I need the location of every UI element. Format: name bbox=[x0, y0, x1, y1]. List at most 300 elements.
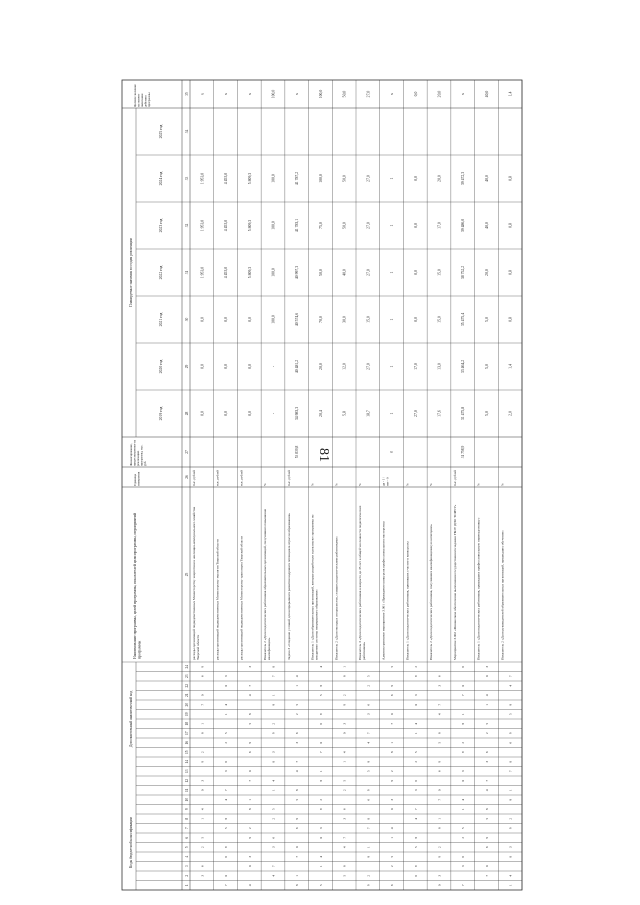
header-analytic-code: Дополнительный аналитический код bbox=[129, 690, 133, 748]
row-value: 0,0 bbox=[200, 411, 205, 416]
header-year: 2023 год bbox=[159, 218, 163, 233]
row-value: 0,8 bbox=[508, 176, 513, 181]
code-digit: 6 bbox=[461, 665, 466, 668]
code-digit: 5 bbox=[484, 722, 489, 725]
code-digit: 0 bbox=[437, 789, 442, 792]
code-digit: 3 bbox=[200, 874, 205, 877]
code-digit: 6 bbox=[200, 865, 205, 868]
code-digit: 4 bbox=[484, 694, 489, 697]
row-value: 0,8 bbox=[508, 317, 513, 322]
row-value: 0,0 bbox=[224, 411, 229, 416]
row-name: Мероприятие 3.002 «Финансовое обеспечение выполнения государственного задания ГБОУ ДПО ТОИУУ» bbox=[452, 504, 457, 660]
row-value: 27,0 bbox=[366, 269, 371, 276]
column-number: 12 bbox=[185, 778, 189, 783]
code-digit: 4 bbox=[461, 798, 466, 801]
code-digit: 1 bbox=[390, 836, 395, 839]
row-final: х bbox=[224, 93, 229, 95]
code-digit: 0 bbox=[247, 770, 252, 773]
code-digit: 0 bbox=[200, 789, 205, 792]
column-number: 11 bbox=[185, 788, 189, 792]
code-digit: 5 bbox=[413, 751, 418, 754]
code-digit: 7 bbox=[247, 779, 252, 782]
row-finance: 31 758,9 bbox=[461, 445, 466, 459]
row-name: Показатель 1 «Доля педагогических работников, принявших участие в конкурсах» bbox=[405, 540, 410, 660]
code-digit: 1 bbox=[200, 722, 205, 725]
column-number: 35 bbox=[185, 92, 189, 96]
code-digit: 8 bbox=[200, 732, 205, 735]
code-digit: 4 bbox=[247, 694, 252, 697]
row-value: 5 809,3 bbox=[247, 266, 252, 279]
code-digit: 4 bbox=[413, 722, 418, 725]
row-name: расходы организаций подведомственных Министерству транспорта Тверской области bbox=[239, 535, 244, 660]
code-digit: 5 bbox=[461, 827, 466, 830]
code-digit: 4 bbox=[342, 846, 347, 849]
row-unit: тыс. рублей bbox=[286, 470, 291, 486]
header-planned: Планируемые значения по годам реализации bbox=[129, 238, 133, 307]
code-digit: 9 bbox=[200, 760, 205, 763]
column-number: 7 bbox=[185, 827, 189, 830]
row-final: 27,0 bbox=[366, 90, 371, 98]
code-digit: 3 bbox=[342, 722, 347, 725]
code-digit: 2 bbox=[224, 741, 229, 744]
code-digit: 4 bbox=[484, 789, 489, 792]
code-digit: 9 bbox=[437, 760, 442, 763]
row-value: 40 481,2 bbox=[295, 359, 300, 374]
code-digit: 6 bbox=[484, 751, 489, 754]
row-value: 0,0 bbox=[413, 223, 418, 228]
header-year: 2019 год bbox=[159, 406, 163, 421]
row-value: 0,0 bbox=[200, 317, 205, 322]
code-digit: 2 bbox=[366, 684, 371, 687]
code-digit: 2 bbox=[390, 865, 395, 868]
code-digit: 7 bbox=[200, 703, 205, 706]
code-digit: 8 bbox=[295, 789, 300, 792]
code-digit: 0 bbox=[271, 760, 276, 763]
row-value: 40 574,6 bbox=[295, 312, 300, 327]
row-value: 50,0 bbox=[318, 269, 323, 276]
code-digit: 3 bbox=[200, 779, 205, 782]
code-digit: 7 bbox=[271, 865, 276, 868]
column-number: 17 bbox=[185, 731, 189, 736]
column-number: 16 bbox=[185, 740, 189, 745]
code-digit: 3 bbox=[271, 751, 276, 754]
code-digit: 9 bbox=[508, 732, 513, 735]
code-digit: 1 bbox=[318, 770, 323, 773]
row-unit: % bbox=[263, 483, 268, 486]
code-digit: 1 bbox=[508, 789, 513, 792]
code-digit: 0 bbox=[200, 694, 205, 697]
row-value: 100,0 bbox=[271, 268, 276, 277]
code-digit: 7 bbox=[437, 703, 442, 706]
code-digit: 0 bbox=[461, 779, 466, 782]
header-year: 2024 год bbox=[159, 171, 163, 186]
code-digit: 2 bbox=[366, 874, 371, 877]
code-digit: 8 bbox=[318, 779, 323, 782]
row-value: 20,0 bbox=[437, 175, 442, 182]
column-number: 29 bbox=[185, 364, 189, 369]
code-digit: 2 bbox=[318, 798, 323, 801]
row-unit: % bbox=[310, 483, 315, 486]
code-digit: 3 bbox=[295, 741, 300, 744]
code-digit: 8 bbox=[318, 684, 323, 687]
row-value: 13,0 bbox=[437, 363, 442, 370]
column-number: 14 bbox=[185, 759, 189, 764]
code-digit: 4 bbox=[366, 741, 371, 744]
code-digit: 7 bbox=[295, 760, 300, 763]
code-digit: 7 bbox=[484, 874, 489, 877]
column-number: 2 bbox=[185, 874, 189, 877]
code-digit: 2 bbox=[413, 760, 418, 763]
code-digit: 4 bbox=[437, 713, 442, 716]
code-digit: 4 bbox=[508, 684, 513, 687]
row-value: 1 bbox=[390, 365, 395, 368]
row-final: х bbox=[461, 93, 466, 95]
code-digit: 6 bbox=[295, 827, 300, 830]
code-digit: 9 bbox=[271, 732, 276, 735]
code-digit: 5 bbox=[390, 855, 395, 858]
header-name: программы bbox=[137, 640, 142, 659]
row-value: 1 953,0 bbox=[200, 219, 205, 232]
code-digit: 1 bbox=[295, 684, 300, 687]
row-value: 18,7 bbox=[366, 410, 371, 417]
code-digit: 0 bbox=[342, 732, 347, 735]
column-number: 4 bbox=[185, 855, 189, 858]
header-unit: измерения bbox=[136, 471, 141, 486]
code-digit: 4 bbox=[318, 855, 323, 858]
code-digit: 6 bbox=[461, 855, 466, 858]
row-value: 50,0 bbox=[342, 222, 347, 229]
code-digit: 2 bbox=[437, 846, 442, 849]
row-name: Показатель 3 «Доля педагогических работников в возрасте до 35 лет в общей численности педагогических bbox=[358, 505, 362, 660]
code-digit: 5 bbox=[342, 874, 347, 877]
code-digit: 6 bbox=[484, 846, 489, 849]
row-value: 5,0 bbox=[484, 411, 489, 416]
code-digit: 2 bbox=[200, 751, 205, 754]
row-unit: нет - 0 bbox=[385, 477, 390, 486]
row-value: 1 bbox=[390, 318, 395, 321]
code-digit: 4 bbox=[342, 751, 347, 754]
code-digit: 4 bbox=[224, 798, 229, 801]
row-value: 0,0 bbox=[247, 364, 252, 369]
row-unit: тыс. рублей bbox=[215, 470, 220, 486]
code-digit: 8 bbox=[342, 865, 347, 868]
code-digit: 6 bbox=[413, 874, 418, 877]
code-digit: 8 bbox=[247, 808, 252, 811]
column-number: 30 bbox=[185, 317, 189, 322]
code-digit: 1 bbox=[342, 760, 347, 763]
row-value: 4 453,0 bbox=[224, 219, 229, 232]
row-final: 100,0 bbox=[318, 89, 323, 99]
row-value: 100,0 bbox=[271, 174, 276, 183]
row-value: 75,0 bbox=[318, 222, 323, 229]
code-digit: 9 bbox=[437, 855, 442, 858]
code-digit: 4 bbox=[200, 808, 205, 811]
code-digit: 2 bbox=[200, 846, 205, 849]
row-value: 12,0 bbox=[342, 363, 347, 370]
code-digit: 2 bbox=[295, 713, 300, 716]
code-digit: 4 bbox=[508, 874, 513, 877]
code-digit: 2 bbox=[413, 665, 418, 668]
row-value: 40,0 bbox=[484, 222, 489, 229]
row-value: 39 486,0 bbox=[461, 218, 466, 233]
code-digit: 8 bbox=[342, 675, 347, 678]
code-digit: 8 bbox=[224, 817, 229, 820]
header-final: окончания bbox=[139, 93, 144, 107]
code-digit: 1 bbox=[271, 694, 276, 697]
row-value: 0,8 bbox=[508, 223, 513, 228]
code-digit: 5 bbox=[295, 798, 300, 801]
row-name: Задача 3 «Создание условий для непрерывного развития кадрового потенциала отрасли образования» bbox=[286, 512, 291, 660]
code-digit: 7 bbox=[224, 789, 229, 792]
row-value: 0,0 bbox=[224, 317, 229, 322]
row-value: 35 475,4 bbox=[461, 312, 466, 327]
row-value: 27,0 bbox=[413, 410, 418, 417]
code-digit: 5 bbox=[366, 770, 371, 773]
header-year: 2025 год bbox=[159, 124, 163, 139]
column-number: 18 bbox=[185, 721, 189, 726]
page-number: 81 bbox=[316, 448, 331, 462]
code-digit: 5 bbox=[318, 884, 323, 887]
code-digit: 2 bbox=[342, 694, 347, 697]
code-digit: 1 bbox=[200, 817, 205, 820]
code-digit: 3 bbox=[271, 846, 276, 849]
row-value: - bbox=[271, 365, 276, 368]
code-digit: 9 bbox=[200, 665, 205, 668]
code-digit: 5 bbox=[508, 713, 513, 716]
code-digit: 7 bbox=[508, 675, 513, 678]
row-value: 2,0 bbox=[508, 411, 513, 416]
header-year: 2021 год bbox=[159, 312, 163, 327]
column-number: 22 bbox=[185, 683, 189, 688]
row-name: квалификации» bbox=[267, 637, 272, 660]
header-finance: руб. bbox=[142, 460, 147, 466]
code-digit: 8 bbox=[461, 722, 466, 725]
code-digit: 2 bbox=[461, 741, 466, 744]
code-digit: 6 bbox=[390, 884, 395, 887]
code-digit: 3 bbox=[247, 665, 252, 668]
column-number: 19 bbox=[185, 712, 189, 717]
row-name: Показатель 1 «Доля педагогических работников, прошедших профессиональную переподготовку» bbox=[476, 517, 481, 660]
code-digit: 5 bbox=[247, 722, 252, 725]
row-value: 27,0 bbox=[366, 222, 371, 229]
code-digit: 9 bbox=[318, 808, 323, 811]
code-digit: 8 bbox=[366, 855, 371, 858]
row-unit: да - 1 / bbox=[381, 477, 386, 486]
code-digit: 6 bbox=[200, 675, 205, 678]
row-value: 0,8 bbox=[508, 270, 513, 275]
column-number: 24 bbox=[185, 664, 189, 669]
header-final: на момент bbox=[136, 93, 141, 107]
row-name: расходы организаций подведомственных Министерству энергетики и жилищно-коммунального хозяйства bbox=[192, 506, 196, 660]
code-digit: 5 bbox=[413, 846, 418, 849]
code-digit: 7 bbox=[461, 884, 466, 887]
row-unit: % bbox=[334, 483, 339, 486]
header-unit: Единица bbox=[133, 474, 137, 486]
row-name: Показатель 1 «Доля образовательных организаций, которые разработали и реализуют программы по bbox=[310, 514, 315, 660]
code-digit: 7 bbox=[342, 836, 347, 839]
row-final: х bbox=[390, 93, 395, 95]
code-digit: 3 bbox=[224, 770, 229, 773]
row-value: 5,0 bbox=[484, 364, 489, 369]
row-value: 5,0 bbox=[484, 317, 489, 322]
row-value: 1,4 bbox=[508, 364, 513, 369]
row-value: 15,0 bbox=[437, 269, 442, 276]
code-digit: 9 bbox=[318, 713, 323, 716]
row-value: 34 983,3 bbox=[295, 406, 300, 421]
column-number: 15 bbox=[185, 750, 189, 755]
code-digit: 7 bbox=[247, 684, 252, 687]
code-digit: 1 bbox=[342, 665, 347, 668]
code-digit: 2 bbox=[247, 827, 252, 830]
code-digit: 1 bbox=[318, 865, 323, 868]
row-final: 20,0 bbox=[437, 90, 442, 98]
code-digit: 3 bbox=[461, 770, 466, 773]
header-final: программы bbox=[146, 92, 151, 107]
code-digit: 9 bbox=[390, 684, 395, 687]
code-digit: 6 bbox=[366, 798, 371, 801]
column-number: 32 bbox=[185, 223, 189, 228]
row-value: 15,0 bbox=[437, 316, 442, 323]
row-final: х bbox=[247, 93, 252, 95]
header-finance: Финансирование, bbox=[129, 443, 133, 466]
header-final: Целевое значение bbox=[133, 84, 137, 107]
code-digit: 1 bbox=[437, 817, 442, 820]
column-number: 10 bbox=[185, 797, 189, 802]
row-unit: тыс. рублей bbox=[192, 470, 196, 486]
row-name: внедрению системы непрерывного образования» bbox=[314, 589, 319, 660]
row-value: 38 752,2 bbox=[461, 265, 466, 280]
row-value: 5,8 bbox=[342, 411, 347, 416]
row-value: 17,6 bbox=[437, 410, 442, 417]
row-value: 20,0 bbox=[484, 269, 489, 276]
code-digit: 0 bbox=[318, 741, 323, 744]
code-digit: 6 bbox=[224, 855, 229, 858]
row-value: 70,0 bbox=[318, 316, 323, 323]
code-digit: 4 bbox=[390, 827, 395, 830]
code-digit: 0 bbox=[461, 684, 466, 687]
code-digit: 0 bbox=[484, 675, 489, 678]
column-number: 28 bbox=[185, 411, 189, 416]
code-digit: 1 bbox=[390, 741, 395, 744]
code-digit: 9 bbox=[247, 836, 252, 839]
column-number: 6 bbox=[185, 836, 189, 839]
code-digit: 3 bbox=[413, 789, 418, 792]
row-value: 40,0 bbox=[342, 269, 347, 276]
row-name: Показатель 2 «Доля педагогических работников, получивших квалификационную категорию» bbox=[429, 523, 434, 660]
row-value: 0,0 bbox=[413, 270, 418, 275]
code-digit: 0 bbox=[224, 684, 229, 687]
row-value: 1 bbox=[390, 412, 395, 415]
code-digit: 1 bbox=[508, 884, 513, 887]
code-digit: 0 bbox=[247, 865, 252, 868]
row-name: Административное мероприятие 3.001 «Проведение конкурсов профессионального мастерства» bbox=[381, 520, 386, 660]
code-digit: 5 bbox=[224, 732, 229, 735]
code-digit: 3 bbox=[461, 865, 466, 868]
code-digit: 5 bbox=[342, 779, 347, 782]
column-number: 20 bbox=[185, 702, 189, 707]
code-digit: 5 bbox=[271, 808, 276, 811]
row-final: 0,0 bbox=[413, 91, 418, 97]
code-digit: 3 bbox=[484, 665, 489, 668]
code-digit: 1 bbox=[271, 789, 276, 792]
code-digit: 0 bbox=[295, 846, 300, 849]
code-digit: 8 bbox=[247, 713, 252, 716]
row-value: 1 953,0 bbox=[200, 172, 205, 185]
row-value: 0,0 bbox=[413, 317, 418, 322]
row-value: 1 953,0 bbox=[200, 266, 205, 279]
code-digit: 6 bbox=[342, 808, 347, 811]
code-digit: 6 bbox=[318, 722, 323, 725]
row-value: 1 bbox=[390, 224, 395, 227]
column-number: 3 bbox=[185, 865, 189, 868]
header-final: действия bbox=[143, 95, 148, 107]
code-digit: 0 bbox=[366, 817, 371, 820]
code-digit: 3 bbox=[247, 855, 252, 858]
code-digit: 6 bbox=[271, 836, 276, 839]
code-digit: 7 bbox=[295, 855, 300, 858]
code-digit: 4 bbox=[271, 779, 276, 782]
header-name: Наименование программы, целей программы, показателей цели программы, мероприятий bbox=[133, 513, 137, 659]
header-finance: программы, тыс. bbox=[139, 444, 144, 466]
code-digit: 8 bbox=[437, 732, 442, 735]
code-digit: 8 bbox=[508, 798, 513, 801]
row-value: 40 997,3 bbox=[295, 265, 300, 280]
column-number: 1 bbox=[185, 884, 189, 887]
row-final: 40,0 bbox=[484, 90, 489, 98]
code-digit: 7 bbox=[461, 694, 466, 697]
code-digit: 9 bbox=[342, 703, 347, 706]
row-value: 27,0 bbox=[366, 175, 371, 182]
code-digit: 9 bbox=[484, 836, 489, 839]
header-finance: предусмотренное на bbox=[132, 439, 137, 466]
code-digit: 4 bbox=[413, 817, 418, 820]
code-digit: 4 bbox=[224, 703, 229, 706]
code-digit: 2 bbox=[484, 732, 489, 735]
code-digit: 7 bbox=[318, 751, 323, 754]
code-digit: 8 bbox=[295, 884, 300, 887]
code-digit: 0 bbox=[508, 855, 513, 858]
code-digit: 6 bbox=[366, 703, 371, 706]
row-value: 50,0 bbox=[342, 175, 347, 182]
code-digit: 9 bbox=[413, 675, 418, 678]
row-value: 33 464,2 bbox=[461, 359, 466, 374]
code-digit: 2 bbox=[508, 817, 513, 820]
code-digit: 8 bbox=[413, 836, 418, 839]
row-unit: тыс. рублей bbox=[239, 470, 244, 486]
row-unit: % bbox=[500, 483, 505, 486]
row-value: 20,4 bbox=[318, 410, 323, 417]
code-digit: 3 bbox=[366, 713, 371, 716]
code-digit: 2 bbox=[271, 817, 276, 820]
code-digit: 5 bbox=[390, 665, 395, 668]
code-digit: 6 bbox=[247, 751, 252, 754]
row-value: 40,0 bbox=[484, 175, 489, 182]
code-digit: 8 bbox=[437, 827, 442, 830]
code-digit: 0 bbox=[390, 808, 395, 811]
code-digit: 6 bbox=[390, 694, 395, 697]
code-digit: 1 bbox=[295, 874, 300, 877]
code-digit: 1 bbox=[413, 732, 418, 735]
row-value: 4 453,0 bbox=[224, 172, 229, 185]
code-digit: 9 bbox=[366, 884, 371, 887]
code-digit: 3 bbox=[390, 798, 395, 801]
row-final: х bbox=[295, 93, 300, 95]
row-value: 0,0 bbox=[247, 317, 252, 322]
code-digit: 6 bbox=[437, 675, 442, 678]
row-final: 1,4 bbox=[508, 91, 513, 97]
code-digit: 3 bbox=[508, 846, 513, 849]
code-digit: 2 bbox=[461, 836, 466, 839]
